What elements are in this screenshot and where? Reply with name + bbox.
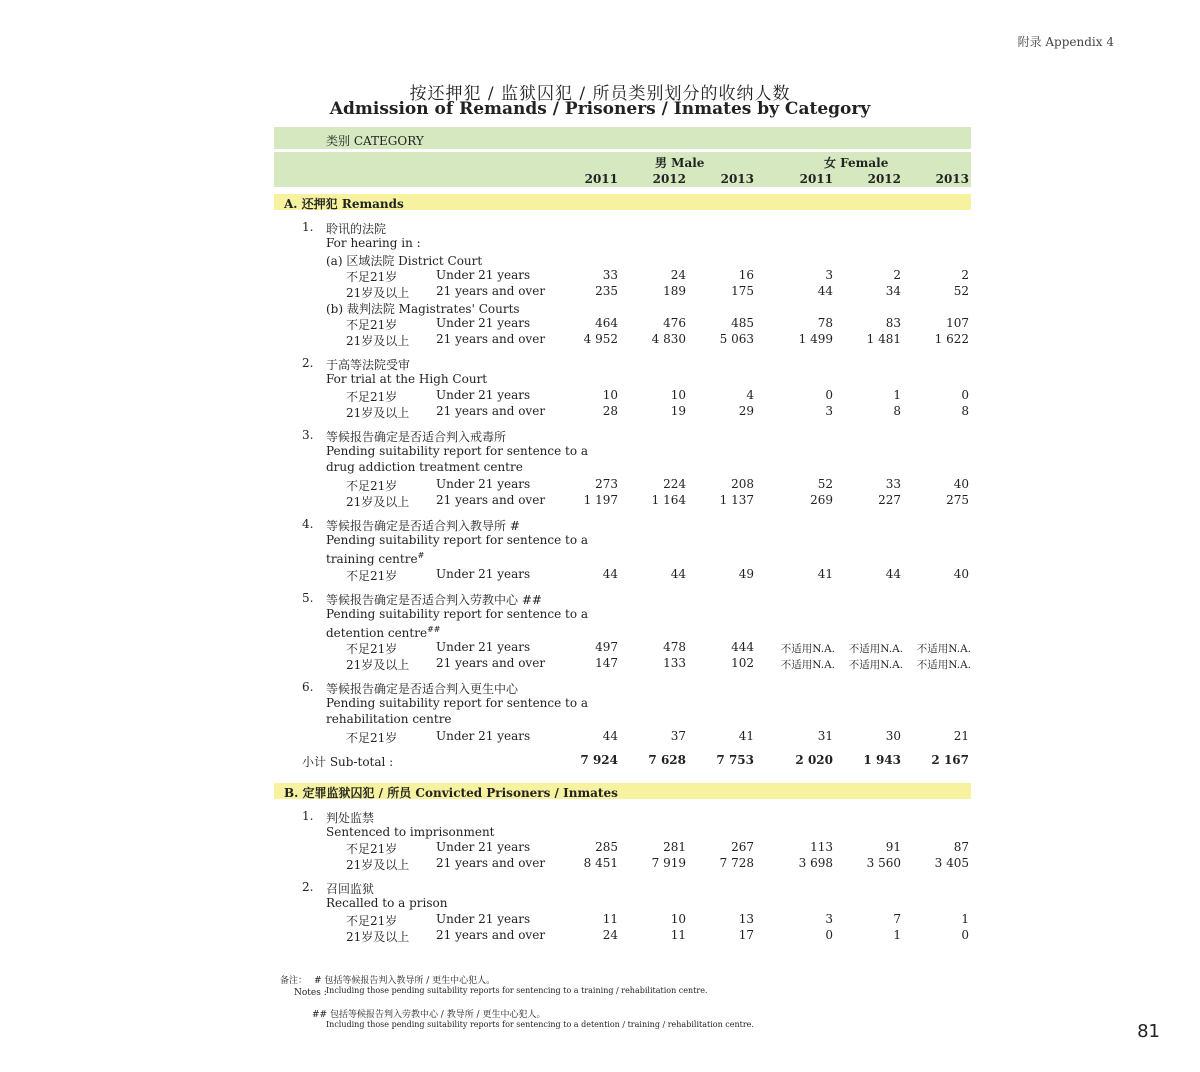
item-number: 1.	[302, 220, 314, 234]
table-cell: 1 622	[934, 332, 969, 346]
table-cell: 113	[810, 840, 833, 854]
item-number: 6.	[302, 680, 314, 694]
section-a-title: A. 还押犯 Remands	[284, 197, 404, 211]
item-number: 5.	[302, 591, 314, 605]
item-title-en: drug addiction treatment centre	[326, 460, 523, 474]
note-1-zh: # 包括等候报告判入教导所 / 更生中心犯人。	[314, 976, 496, 986]
table-cell: 44	[817, 284, 833, 298]
table-cell: 40	[953, 567, 969, 581]
table-cell: 224	[663, 477, 686, 491]
appendix-label: 附录 Appendix 4	[1017, 35, 1114, 49]
table-cell: 497	[595, 640, 618, 654]
table-cell: 28	[602, 404, 618, 418]
row-label-en: 21 years and over	[436, 928, 546, 942]
row-label-zh: 21岁及以上	[346, 495, 410, 509]
item-title-zh: 于高等法院受审	[326, 358, 411, 372]
table-cell: 21	[953, 729, 969, 743]
table-cell: 3	[825, 268, 833, 282]
subtotal-cell: 7 628	[648, 753, 686, 767]
item-title-en: rehabilitation centre	[326, 712, 452, 726]
table-cell: 1 481	[866, 332, 901, 346]
row-label-en: Under 21 years	[436, 268, 531, 282]
item-title-zh: 等候报告确定是否适合判入戒毒所	[326, 430, 507, 444]
item-title-zh: 判处监禁	[326, 811, 375, 825]
table-cell: 41	[738, 729, 754, 743]
subtotal-cell: 2 020	[795, 753, 833, 767]
item-title-zh: 等候报告确定是否适合判入劳教中心 ##	[326, 593, 542, 607]
row-label-zh: 不足21岁	[346, 270, 398, 284]
row-label-zh: 21岁及以上	[346, 930, 410, 944]
table-cell: 7	[893, 912, 901, 926]
subtotal-cell: 7 924	[580, 753, 618, 767]
table-cell: 3 560	[866, 856, 901, 870]
footnote-mark: ##	[427, 625, 441, 634]
table-cell: 5 063	[719, 332, 754, 346]
section-b-title: B. 定罪监狱囚犯 / 所员 Convicted Prisoners / Inmates	[284, 786, 618, 800]
subtotal-label: 小计 Sub-total :	[302, 755, 394, 769]
item-title-en: Pending suitability report for sentence to a	[326, 533, 589, 547]
table-cell: 102	[731, 656, 754, 670]
table-cell: 189	[663, 284, 686, 298]
table-cell: 91	[885, 840, 901, 854]
table-cell: 147	[595, 656, 618, 670]
table-cell: 7 728	[719, 856, 754, 870]
year-header: 2011	[799, 172, 833, 186]
table-cell: 235	[595, 284, 618, 298]
table-cell: 3	[825, 404, 833, 418]
item-title-zh: 聆讯的法院	[326, 222, 387, 236]
table-cell: 2	[961, 268, 969, 282]
sub-item-title: (a) 区域法院 District Court	[326, 254, 483, 268]
item-title-en: Pending suitability report for sentence to a	[326, 696, 589, 710]
year-header: 2012	[867, 172, 901, 186]
table-cell: 11	[602, 912, 618, 926]
year-header: 2013	[935, 172, 969, 186]
table-cell: 不适用N.A.	[916, 643, 971, 655]
table-cell: 485	[731, 316, 754, 330]
table-cell: 40	[953, 477, 969, 491]
category-header: 类别 CATEGORY	[326, 134, 424, 148]
table-cell: 275	[946, 493, 969, 507]
item-number: 3.	[302, 428, 314, 442]
item-title-en: Pending suitability report for sentence to a	[326, 607, 589, 621]
subtotal-cell: 7 753	[716, 753, 754, 767]
table-cell: 不适用N.A.	[780, 643, 835, 655]
row-label-en: Under 21 years	[436, 729, 531, 743]
table-cell: 285	[595, 840, 618, 854]
table-cell: 267	[731, 840, 754, 854]
table-cell: 24	[602, 928, 618, 942]
row-label-zh: 不足21岁	[346, 569, 398, 583]
table-cell: 478	[663, 640, 686, 654]
table-cell: 31	[817, 729, 833, 743]
table-cell: 2	[893, 268, 901, 282]
table-cell: 175	[731, 284, 754, 298]
item-title-en: Recalled to a prison	[326, 896, 448, 910]
page-title-chinese: 按还押犯 / 监狱囚犯 / 所员类别划分的收纳人数	[409, 84, 791, 104]
row-label-zh: 不足21岁	[346, 731, 398, 745]
table-cell: 19	[670, 404, 686, 418]
table-cell: 0	[961, 928, 969, 942]
table-cell: 4 830	[651, 332, 686, 346]
row-label-en: 21 years and over	[436, 493, 546, 507]
female-header: 女 Female	[824, 156, 889, 170]
table-cell: 1 164	[651, 493, 686, 507]
table-cell: 不适用N.A.	[848, 643, 903, 655]
table-cell: 4 952	[583, 332, 618, 346]
table-cell: 34	[885, 284, 901, 298]
table-cell: 4	[746, 388, 754, 402]
sub-item-title: (b) 裁判法院 Magistrates' Courts	[326, 302, 520, 316]
table-cell: 44	[670, 567, 686, 581]
item-title-en: training centre#	[326, 551, 425, 566]
table-cell: 208	[731, 477, 754, 491]
row-label-zh: 不足21岁	[346, 642, 398, 656]
table-cell: 49	[738, 567, 754, 581]
table-cell: 281	[663, 840, 686, 854]
table-cell: 273	[595, 477, 618, 491]
table-cell: 44	[602, 729, 618, 743]
row-label-en: 21 years and over	[436, 332, 546, 346]
table-cell: 52	[817, 477, 833, 491]
table-cell: 10	[670, 388, 686, 402]
item-number: 4.	[302, 517, 314, 531]
row-label-en: Under 21 years	[436, 567, 531, 581]
table-cell: 不适用N.A.	[916, 659, 971, 671]
item-title-en: For hearing in :	[326, 236, 421, 250]
male-header: 男 Male	[655, 156, 705, 170]
table-cell: 8	[893, 404, 901, 418]
table-cell: 30	[885, 729, 901, 743]
table-cell: 24	[670, 268, 686, 282]
table-cell: 8 451	[583, 856, 618, 870]
table-cell: 37	[670, 729, 686, 743]
table-cell: 1	[961, 912, 969, 926]
table-cell: 10	[602, 388, 618, 402]
subtotal-cell: 1 943	[863, 753, 901, 767]
table-cell: 0	[825, 928, 833, 942]
item-title-zh: 等候报告确定是否适合判入教导所 #	[326, 519, 520, 533]
table-cell: 不适用N.A.	[780, 659, 835, 671]
table-cell: 1 499	[798, 332, 833, 346]
table-cell: 1 137	[719, 493, 754, 507]
table-cell: 3 698	[798, 856, 833, 870]
footnote-mark: #	[417, 551, 425, 560]
item-title-en: Sentenced to imprisonment	[326, 825, 495, 839]
subtotal-cell: 2 167	[931, 753, 969, 767]
note-2-zh: ## 包括等候报告判入劳教中心 / 教导所 / 更生中心犯人。	[312, 1010, 546, 1020]
row-label-zh: 21岁及以上	[346, 406, 410, 420]
table-cell: 33	[885, 477, 901, 491]
table-cell: 3	[825, 912, 833, 926]
note-2-en: Including those pending suitability reports for sentencing to a detention / training / rehabilitation centre.	[326, 1020, 754, 1029]
item-title-en: Pending suitability report for sentence to a	[326, 444, 589, 458]
table-cell: 不适用N.A.	[848, 659, 903, 671]
item-number: 2.	[302, 356, 314, 370]
table-cell: 7 919	[651, 856, 686, 870]
notes-label-en: Notes :	[294, 988, 327, 998]
row-label-zh: 不足21岁	[346, 842, 398, 856]
row-label-en: Under 21 years	[436, 477, 531, 491]
year-header: 2013	[720, 172, 754, 186]
row-label-en: Under 21 years	[436, 388, 531, 402]
table-cell: 476	[663, 316, 686, 330]
item-title-zh: 召回监狱	[326, 882, 375, 896]
table-cell: 0	[961, 388, 969, 402]
table-cell: 44	[602, 567, 618, 581]
table-cell: 16	[738, 268, 754, 282]
row-label-en: 21 years and over	[436, 856, 546, 870]
table-cell: 33	[602, 268, 618, 282]
table-cell: 87	[953, 840, 969, 854]
item-number: 1.	[302, 809, 314, 823]
table-cell: 269	[810, 493, 833, 507]
row-label-zh: 不足21岁	[346, 390, 398, 404]
table-cell: 83	[885, 316, 901, 330]
table-cell: 1	[893, 388, 901, 402]
table-cell: 11	[670, 928, 686, 942]
table-cell: 444	[731, 640, 754, 654]
table-cell: 1	[893, 928, 901, 942]
item-title-zh: 等候报告确定是否适合判入更生中心	[326, 682, 519, 696]
table-cell: 133	[663, 656, 686, 670]
row-label-en: 21 years and over	[436, 284, 546, 298]
row-label-en: 21 years and over	[436, 656, 546, 670]
table-cell: 8	[961, 404, 969, 418]
item-title-en: detention centre##	[326, 625, 441, 640]
table-cell: 44	[885, 567, 901, 581]
table-cell: 227	[878, 493, 901, 507]
year-header: 2011	[584, 172, 618, 186]
row-label-en: Under 21 years	[436, 316, 531, 330]
row-label-en: 21 years and over	[436, 404, 546, 418]
row-label-en: Under 21 years	[436, 840, 531, 854]
table-cell: 78	[817, 316, 833, 330]
row-label-zh: 不足21岁	[346, 318, 398, 332]
row-label-zh: 21岁及以上	[346, 334, 410, 348]
item-title-en: For trial at the High Court	[326, 372, 488, 386]
row-label-zh: 21岁及以上	[346, 858, 410, 872]
table-cell: 29	[738, 404, 754, 418]
row-label-en: Under 21 years	[436, 640, 531, 654]
table-cell: 3 405	[934, 856, 969, 870]
table-cell: 10	[670, 912, 686, 926]
item-number: 2.	[302, 880, 314, 894]
row-label-zh: 不足21岁	[346, 479, 398, 493]
table-cell: 464	[595, 316, 618, 330]
row-label-zh: 不足21岁	[346, 914, 398, 928]
row-label-zh: 21岁及以上	[346, 658, 410, 672]
page-title-english: Admission of Remands / Prisoners / Inmates by Category	[329, 99, 871, 119]
table-cell: 1 197	[583, 493, 618, 507]
notes-label-zh: 备注：	[280, 976, 308, 986]
year-header: 2012	[652, 172, 686, 186]
table-cell: 107	[946, 316, 969, 330]
row-label-en: Under 21 years	[436, 912, 531, 926]
table-cell: 0	[825, 388, 833, 402]
table-cell: 52	[953, 284, 969, 298]
table-cell: 17	[738, 928, 754, 942]
page-number: 81	[1137, 1021, 1160, 1042]
table-cell: 41	[817, 567, 833, 581]
note-1-en: Including those pending suitability reports for sentencing to a training / rehabilitation centre.	[326, 986, 708, 995]
row-label-zh: 21岁及以上	[346, 286, 410, 300]
table-cell: 13	[738, 912, 754, 926]
